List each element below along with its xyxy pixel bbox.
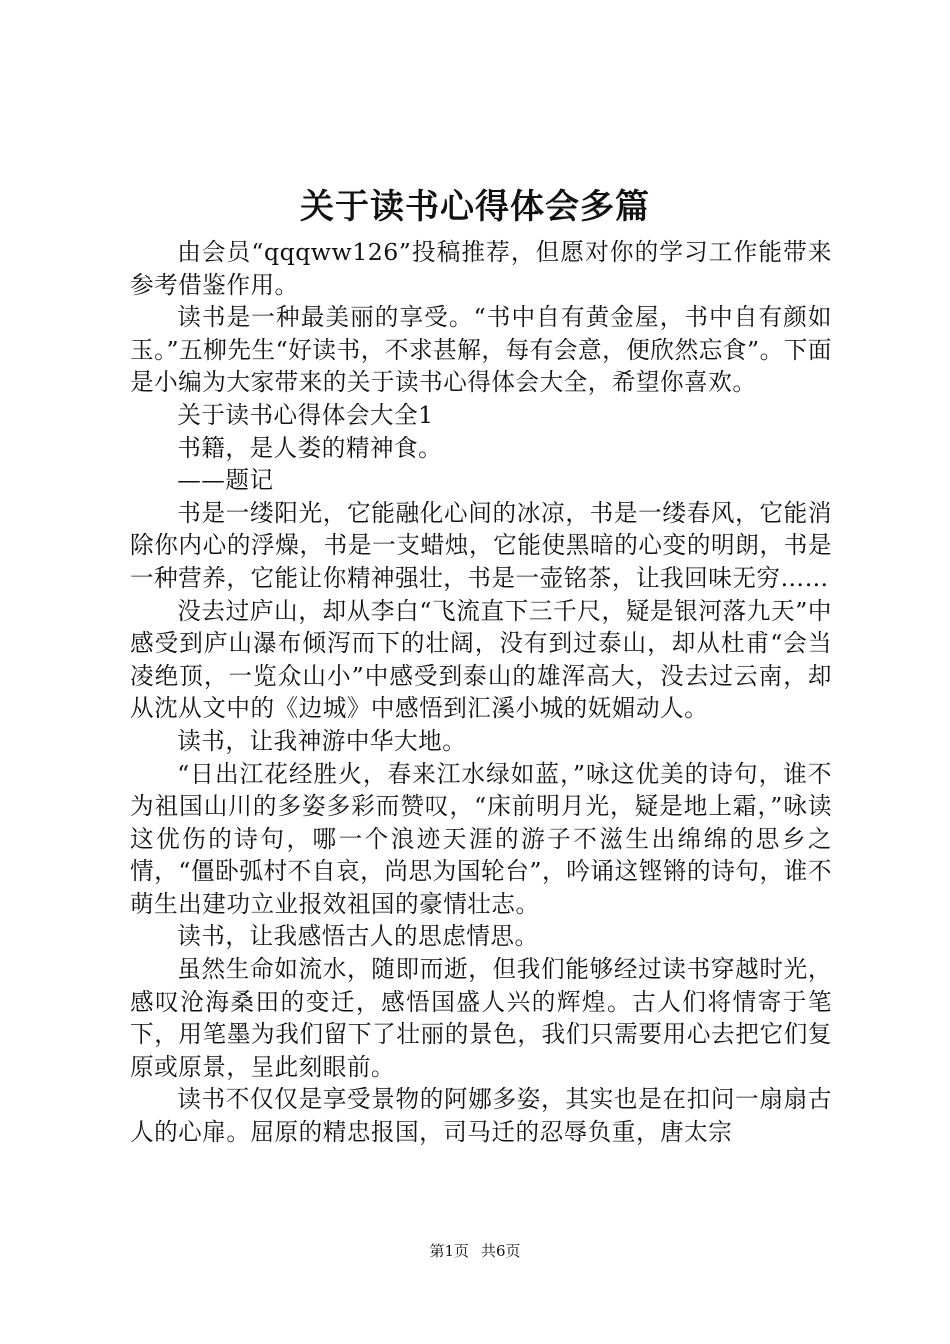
paragraph: 没去过庐山，却从李白“飞流直下三千尺，疑是银河落九天”中感受到庐山瀑布倾泻而下的壮阔，没有到过泰山，却从杜甫“会当凌绝顶，一览众山小”中感受到泰山的雄浑高大，没去过云南，却从沈从文中的《边城》中感悟到汇溪小城的妩媚动人。 — [130, 596, 832, 723]
section-heading: 关于读书心得体会大全1 — [177, 400, 434, 429]
paragraph: 读书，让我神游中华大地。 — [177, 726, 467, 755]
page-footer — [0, 1241, 950, 1261]
paragraph: 书是一缕阳光，它能融化心间的冰凉，书是一缕春风，它能消除你内心的浮燥，书是一支蜡烛，它能使黑暗的心变的明朗，书是一种营养，它能让你精神强壮，书是一壶铭茶，让我回味无穷…… — [130, 498, 832, 592]
paragraph: 读书，让我感悟古人的思虑情思。 — [177, 922, 539, 951]
paragraph: 书籍，是人娄的精神食。 — [177, 433, 443, 462]
paragraph: “日出江花经胜火，春来江水绿如蓝，”咏这优美的诗句，谁不为祖国山川的多姿多彩而赞叹，“床前明月光，疑是地上霜，”咏读这优伤的诗句，哪一个浪迹天涯的游子不滋生出绵绵的思乡之情，“僵卧弧村不自哀，尚思为国轮台”，吟诵这铿锵的诗句，谁不萌生出建功立业报效祖国的豪情壮志。 — [130, 759, 832, 918]
paragraph: 由会员“qqqww126”投稿推荐，但愿对你的学习工作能带来参考借鉴作用。 — [130, 238, 832, 299]
paragraph: 读书是一种最美丽的享受。“书中自有黄金屋，书中自有颜如玉。”五柳先生“好读书，不求甚解，每有会意，便欣然忘食”。下面是小编为大家带来的关于读书心得体会大全，希望你喜欢。 — [130, 303, 832, 397]
paragraph: 读书不仅仅是享受景物的阿娜多姿，其实也是在扣问一扇扇古人的心扉。屈原的精忠报国，司马迁的忍辱负重，唐太宗 — [130, 1085, 832, 1147]
document-body — [130, 236, 832, 1149]
document-title: 关于读书心得体会多篇 — [300, 187, 650, 227]
page-total: 共6页 — [481, 1242, 521, 1260]
paragraph: 虽然生命如流水，随即而逝，但我们能够经过读书穿越时光，感叹沧海桑田的变迁，感悟国盛人兴的辉煌。古人们将情寄于笔下，用笔墨为我们留下了壮丽的景色，我们只需要用心去把它们复原或原景，呈此刻眼前。 — [130, 955, 832, 1081]
page-number: 第1页 — [429, 1242, 469, 1260]
epigraph-attribution: ——题记 — [177, 466, 274, 495]
